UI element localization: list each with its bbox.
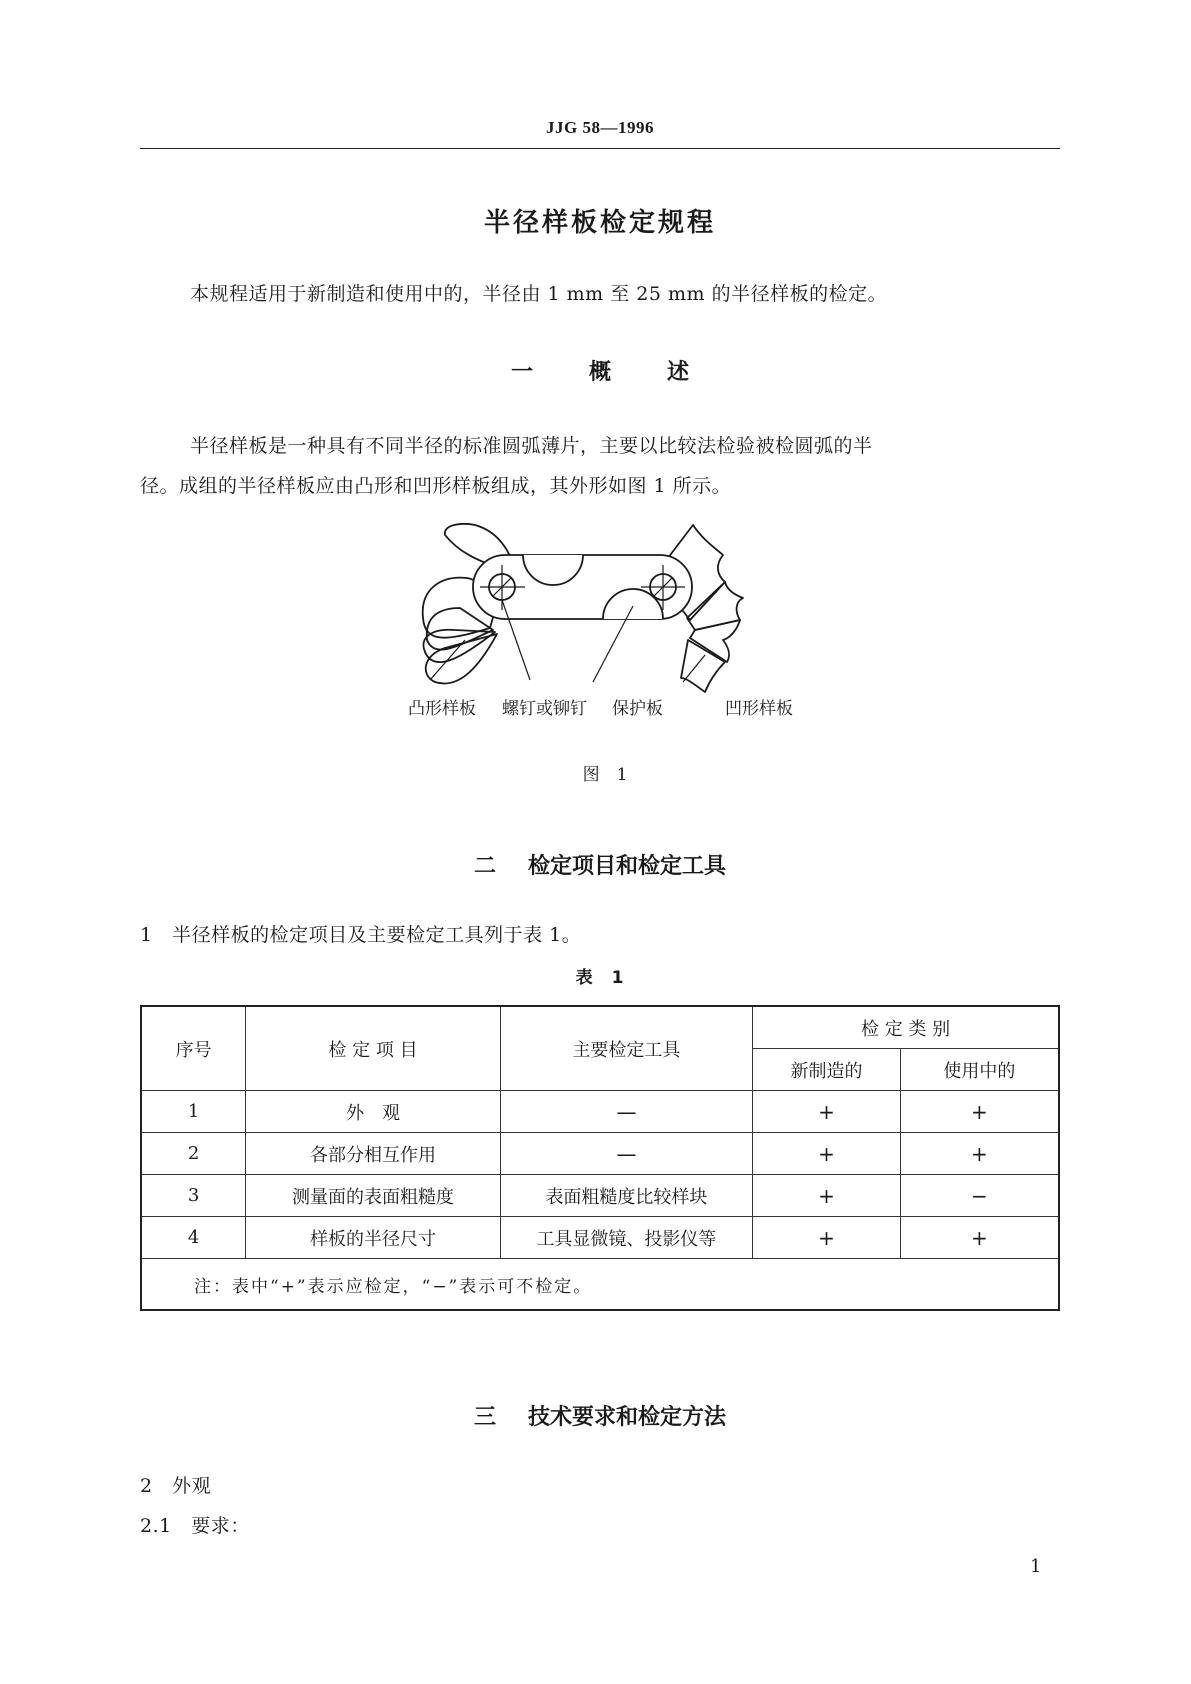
section-2-heading	[140, 849, 1060, 880]
table-row	[141, 1175, 1059, 1217]
section-1-title-char-1: 概	[588, 360, 611, 385]
row-used: +	[900, 1133, 1059, 1175]
row-tool: 表面粗糙度比较样块	[500, 1175, 752, 1217]
figure-label-concave: 凹形样板	[725, 699, 793, 719]
row-new: +	[753, 1091, 901, 1133]
section-1-number: 一	[510, 360, 533, 385]
page-number: 1	[1030, 1556, 1042, 1577]
leader-concave	[683, 655, 705, 682]
document-code: JJG 58—1996	[546, 118, 654, 137]
clause-2-1: 2.1 要求：	[140, 1515, 250, 1537]
section-3-heading	[140, 1400, 1060, 1431]
header-new: 新制造的	[753, 1049, 901, 1091]
leader-convex	[430, 640, 465, 680]
header-used: 使用中的	[900, 1049, 1059, 1091]
figure-label-convex: 凸形样板	[408, 699, 476, 719]
section-2-title: 检定项目和检定工具	[528, 854, 727, 879]
table-caption: 表 1	[575, 968, 625, 988]
document-title: 半径样板检定规程	[483, 208, 716, 238]
figure-label-guard: 保护板	[612, 699, 663, 719]
section-1-title-char-2: 述	[667, 360, 690, 385]
section-3-number: 三	[473, 1405, 496, 1430]
section-1-heading	[140, 355, 1060, 386]
figure-caption: 图 1	[582, 765, 628, 785]
figure-label-screw: 螺钉或铆钉	[502, 699, 587, 719]
table-row	[141, 1091, 1059, 1133]
row-used: −	[900, 1175, 1059, 1217]
table-note: 注：表中“+”表示应检定，“−”表示可不检定。	[141, 1259, 1059, 1311]
section-3-title: 技术要求和检定方法	[528, 1405, 727, 1430]
row-item: 样板的半径尺寸	[246, 1217, 500, 1259]
row-item: 各部分相互作用	[246, 1133, 500, 1175]
radius-gauge-figure	[405, 520, 805, 720]
row-new: +	[753, 1217, 901, 1259]
header-seq: 序号	[141, 1006, 246, 1091]
row-seq: 3	[141, 1175, 246, 1217]
row-item: 测量面的表面粗糙度	[246, 1175, 500, 1217]
header-category: 检 定 类 别	[753, 1006, 1059, 1049]
row-tool: —	[500, 1133, 752, 1175]
row-seq: 4	[141, 1217, 246, 1259]
header-divider	[140, 148, 1060, 149]
row-used: +	[900, 1217, 1059, 1259]
row-seq: 1	[141, 1091, 246, 1133]
row-new: +	[753, 1133, 901, 1175]
row-new: +	[753, 1175, 901, 1217]
header-item: 检 定 项 目	[246, 1006, 500, 1091]
row-used: +	[900, 1091, 1059, 1133]
intro-paragraph: 本规程适用于新制造和使用中的，半径由 1 mm 至 25 mm 的半径样板的检定。	[190, 283, 888, 305]
row-tool: —	[500, 1091, 752, 1133]
table-row	[141, 1133, 1059, 1175]
header-tool: 主要检定工具	[500, 1006, 752, 1091]
clause-1: 1 半径样板的检定项目及主要检定工具列于表 1。	[140, 924, 582, 946]
section-2-number: 二	[473, 854, 496, 879]
section-1-para-line-2: 径。成组的半径样板应由凸形和凹形样板组成，其外形如图 1 所示。	[140, 475, 732, 497]
convex-blade-4	[426, 634, 497, 684]
inspection-items-table	[140, 1005, 1060, 1311]
concave-blade-4	[681, 640, 725, 692]
concave-blade-2	[687, 582, 743, 630]
row-tool: 工具显微镜、投影仪等	[500, 1217, 752, 1259]
row-item: 外 观	[246, 1091, 500, 1133]
table-row	[141, 1217, 1059, 1259]
row-seq: 2	[141, 1133, 246, 1175]
section-1-para-line-1: 半径样板是一种具有不同半径的标准圆弧薄片，主要以比较法检验被检圆弧的半	[190, 435, 873, 457]
clause-2: 2 外观	[140, 1475, 212, 1497]
